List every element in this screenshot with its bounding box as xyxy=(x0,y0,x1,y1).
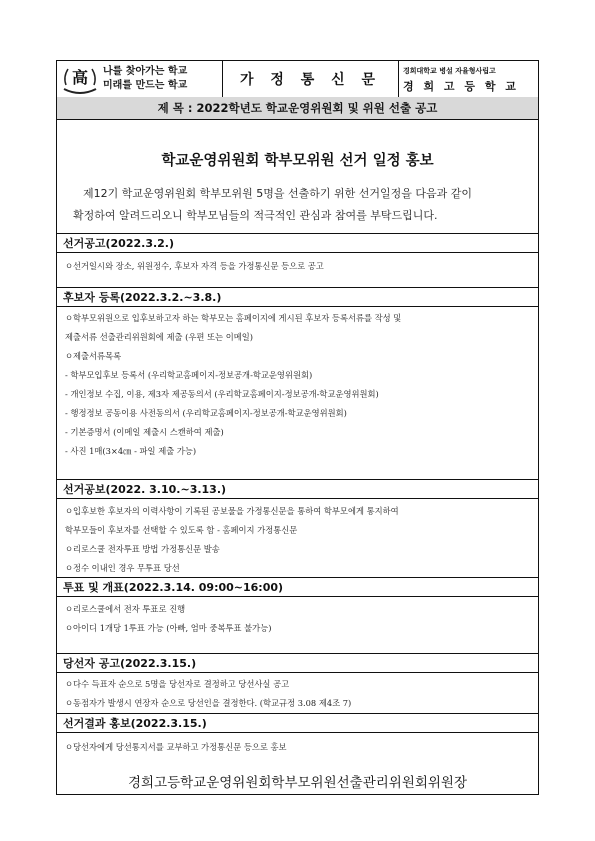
section-body xyxy=(65,600,530,638)
section-line: ㅇ리로스쿨 전자투표 방법 가정통신문 발송 xyxy=(65,544,220,554)
subject-bar: 제 목 : 2022학년도 학교운영위원회 및 위원 선출 공고 xyxy=(57,97,538,120)
section-body xyxy=(65,257,530,276)
section-line: ㅇ제출서류목록 xyxy=(65,351,122,361)
section-body xyxy=(65,502,530,578)
section-line: ㅇ선거일시와 장소, 위원정수, 후보자 자격 등을 가정통신문 등으로 공고 xyxy=(65,261,324,271)
section-line: - 기본증명서 (이메일 제출시 스캔하여 제출) xyxy=(65,427,224,437)
section-line: - 개인정보 수집, 이용, 제3자 제공동의서 (우리학교홈페이지-정보공개-학교운영위원회) xyxy=(65,389,379,399)
intro-line-1: 제12기 학교운영위원회 학부모위원 5명을 선출하기 위한 선거일정을 다음과 같이 xyxy=(83,187,472,200)
section-line: ㅇ동점자가 발생시 연장자 순으로 당선인을 결정한다. (학교규정 3.08 제4조 7) xyxy=(65,698,352,708)
section-title: 선거결과 홍보(2022.3.15.) xyxy=(57,713,538,733)
section-line: - 행정정보 공동이용 사전동의서 (우리학교홈페이지-정보공개-학교운영위원회) xyxy=(65,408,347,418)
section-line: ㅇ정수 이내인 경우 무투표 당선 xyxy=(65,563,180,573)
section-line: ㅇ당선자에게 당선통지서를 교부하고 가정통신문 등으로 홍보 xyxy=(65,742,287,752)
school-emblem-icon xyxy=(61,63,99,95)
section-title: 후보자 등록(2022.3.2.~3.8.) xyxy=(57,287,538,307)
svg-text:高: 高 xyxy=(71,68,89,87)
section-line: 제출서류 선출관리위원회에 제출 (우편 또는 이메일) xyxy=(65,332,253,342)
intro-paragraph xyxy=(73,183,525,227)
section-line: - 학부모입후보 등록서 (우리학교홈페이지-정보공개-학교운영위원회) xyxy=(65,370,313,380)
section-line: ㅇ학부모위원으로 입후보하고자 하는 학부모는 홈페이지에 게시된 후보자 등록서류를 작성 및 xyxy=(65,313,402,323)
section-line: ㅇ입후보한 후보자의 이력사항이 기록된 공보물을 가정통신문을 통하여 학부모에게 통지하여 xyxy=(65,506,399,516)
school-cell xyxy=(399,61,538,97)
section-title: 선거공고(2022.3.2.) xyxy=(57,233,538,253)
newspaper-title-cell xyxy=(223,61,399,97)
school-slogan xyxy=(103,65,187,93)
slogan-line-2: 미래를 만드는 학교 xyxy=(103,80,188,91)
headline: 학교운영위원회 학부모위원 선거 일정 홍보 xyxy=(161,153,434,169)
section-body xyxy=(65,675,530,713)
logo-cell xyxy=(57,61,223,97)
section-line: 학부모들이 후보자를 선택할 수 있도록 함 - 홈페이지 가정통신문 xyxy=(65,525,298,535)
slogan-line-1: 나를 찾아가는 학교 xyxy=(103,66,188,77)
section-title: 당선자 공고(2022.3.15.) xyxy=(57,653,538,673)
section-title: 투표 및 개표(2022.3.14. 09:00~16:00) xyxy=(57,577,538,597)
section-title: 선거공보(2022. 3.10.~3.13.) xyxy=(57,479,538,499)
school-name: 경 희 고 등 학 교 xyxy=(403,80,519,93)
header-row xyxy=(57,61,538,98)
school-affiliation: 경희대학교 병설 자율형사립고 xyxy=(403,67,496,75)
newspaper-title: 가 정 통 신 문 xyxy=(239,72,382,88)
section-body xyxy=(65,309,530,461)
section-line: ㅇ리로스쿨에서 전자 투표로 진행 xyxy=(65,604,186,614)
section-body xyxy=(65,738,530,757)
intro-line-2: 확정하여 알려드리오니 학부모님들의 적극적인 관심과 참여를 부탁드립니다. xyxy=(73,209,438,222)
notice-frame xyxy=(56,60,539,795)
section-line: - 사진 1매(3×4㎝ - 파일 제출 가능) xyxy=(65,446,197,456)
signature-line: 경희고등학교운영위원회학부모위원선출관리위원회위원장 xyxy=(127,775,468,791)
section-line: ㅇ아이디 1개당 1투표 가능 (아빠, 엄마 중복투표 불가능) xyxy=(65,623,272,633)
section-line: ㅇ다수 득표자 순으로 5명을 당선자로 결정하고 당선사실 공고 xyxy=(65,679,290,689)
